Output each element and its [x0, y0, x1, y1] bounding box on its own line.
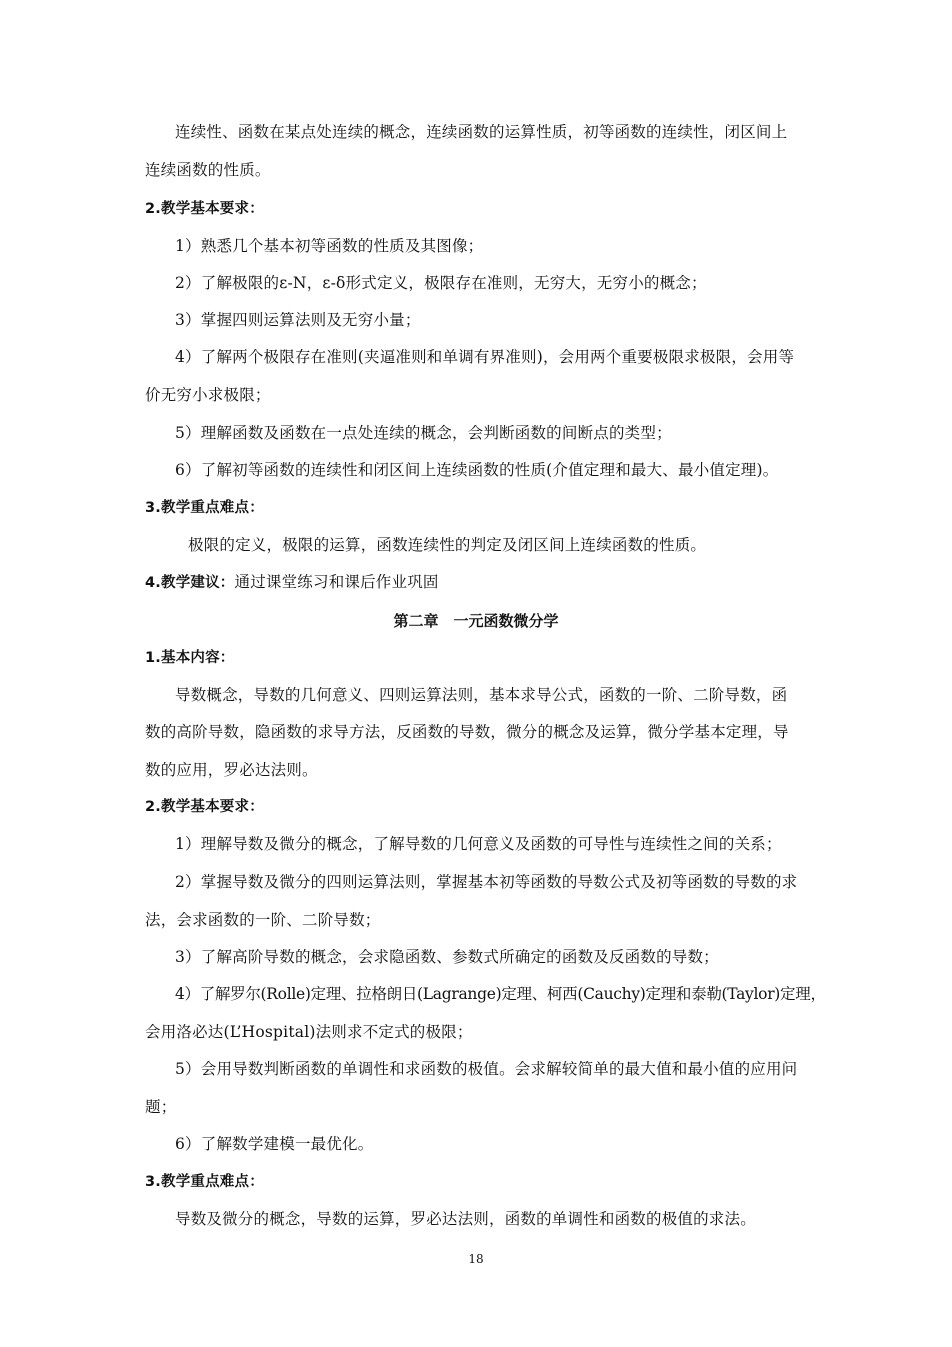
list-item: 4）了解罗尔(Rolle)定理、拉格朗日(Lagrange)定理、柯西(Cauchy)定理和泰勒(Taylor)定理， — [175, 985, 826, 1003]
list-item-continuation: 法，会求函数的一阶、二阶导数； — [145, 911, 381, 929]
advice-text: 通过课堂练习和课后作业巩固 — [234, 573, 439, 591]
paragraph-line: 数的应用，罗必达法则。 — [145, 761, 318, 779]
section-heading-advice: 4.教学建议： — [145, 575, 235, 591]
list-item: 5）会用导数判断函数的单调性和求函数的极值。会求解较简单的最大值和最小值的应用问 — [175, 1060, 798, 1078]
list-item: 5）理解函数及函数在一点处连续的概念，会判断函数的间断点的类型； — [175, 424, 672, 442]
list-item: 2）掌握导数及微分的四则运算法则，掌握基本初等函数的导数公式及初等函数的导数的求 — [175, 873, 798, 891]
page-number: 18 — [468, 1252, 484, 1266]
list-item: 6）了解数学建模一最优化。 — [175, 1135, 374, 1153]
section-heading-requirements: 2.教学基本要求： — [145, 201, 264, 217]
paragraph-line: 导数及微分的概念，导数的运算，罗必达法则，函数的单调性和函数的极值的求法。 — [175, 1210, 756, 1228]
list-item: 2）了解极限的ε-N，ε-δ形式定义，极限存在准则，无穷大，无穷小的概念； — [175, 274, 707, 292]
list-item: 1）理解导数及微分的概念，了解导数的几何意义及函数的可导性与连续性之间的关系； — [175, 835, 782, 853]
section-heading-requirements: 2.教学基本要求： — [145, 799, 264, 815]
list-item-continuation: 题； — [145, 1098, 177, 1116]
advice-line — [145, 572, 845, 593]
list-item-continuation: 价无穷小求极限； — [145, 386, 271, 404]
paragraph-line: 连续函数的性质。 — [145, 161, 271, 179]
list-item: 1）熟悉几个基本初等函数的性质及其图像； — [175, 237, 484, 255]
paragraph-line: 数的高阶导数，隐函数的求导方法，反函数的导数，微分的概念及运算，微分学基本定理，导 — [145, 723, 789, 741]
section-heading-key-points: 3.教学重点难点： — [145, 500, 264, 516]
list-item: 6）了解初等函数的连续性和闭区间上连续函数的性质(介值定理和最大、最小值定理)。 — [175, 461, 779, 479]
paragraph-line: 连续性、函数在某点处连续的概念，连续函数的运算性质，初等函数的连续性，闭区间上 — [175, 123, 788, 141]
section-heading-key-points: 3.教学重点难点： — [145, 1174, 264, 1190]
list-item: 3）了解高阶导数的概念，会求隐函数、参数式所确定的函数及反函数的导数； — [175, 948, 719, 966]
section-heading-content: 1.基本内容： — [145, 650, 235, 666]
paragraph-line: 极限的定义，极限的运算，函数连续性的判定及闭区间上连续函数的性质。 — [188, 536, 707, 554]
paragraph-line: 导数概念，导数的几何意义、四则运算法则，基本求导公式，函数的一阶、二阶导数，函 — [175, 686, 788, 704]
list-item: 4）了解两个极限存在准则(夹逼准则和单调有界准则)，会用两个重要极限求极限，会用等 — [175, 348, 795, 366]
chapter-title: 第二章 一元函数微分学 — [393, 612, 559, 630]
list-item: 3）掌握四则运算法则及无穷小量； — [175, 311, 421, 329]
list-item-continuation: 会用洛必达(L’Hospital)法则求不定式的极限； — [145, 1023, 473, 1041]
